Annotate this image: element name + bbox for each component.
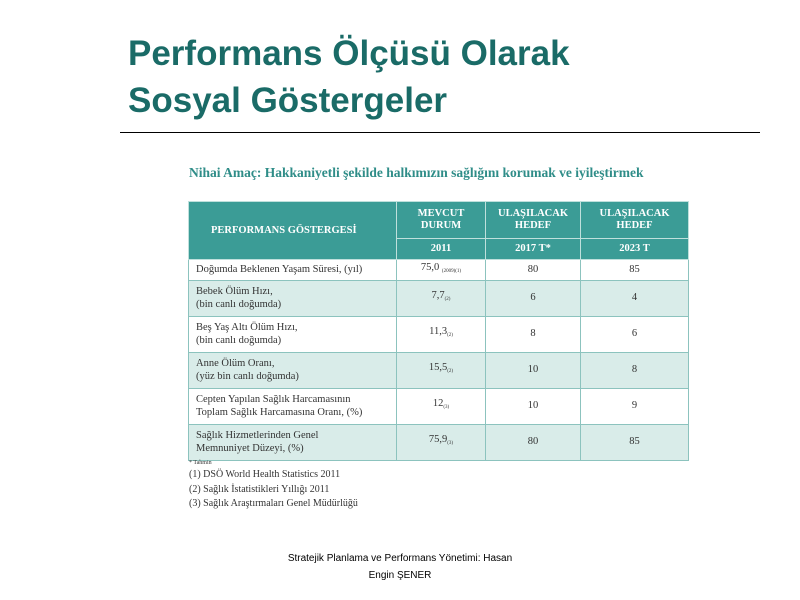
current-value-cell	[397, 317, 486, 353]
indicator-line: Sağlık Hizmetlerinden Genel	[196, 430, 319, 441]
current-value: 7,7	[431, 290, 445, 302]
indicator-line: Toplam Sağlık Harcamasına Oranı, (%)	[196, 406, 363, 418]
source-ref: (3)	[447, 441, 454, 447]
header-year-2023: 2023 T	[581, 239, 689, 260]
footnote-estimate: * Tahmin	[189, 460, 212, 466]
indicator-line: Cepten Yapılan Sağlık Harcamasının	[196, 394, 351, 405]
current-value-cell	[397, 353, 486, 389]
target-2023-cell: 85	[581, 425, 689, 461]
slide-title	[128, 30, 748, 124]
target-2017-cell: 10	[486, 353, 581, 389]
source-ref: (2)	[447, 333, 453, 339]
table-header-row	[189, 202, 689, 239]
indicator-line: Memnuniyet Düzeyi, (%)	[196, 442, 304, 454]
target-2017-cell: 6	[486, 281, 581, 317]
slide-title-line1: Performans Ölçüsü Olarak	[128, 34, 570, 73]
current-value-cell	[397, 260, 486, 281]
indicator-line: Anne Ölüm Oranı,	[196, 358, 275, 369]
current-value: 75,9	[428, 434, 448, 446]
header-year-2011: 2011	[397, 239, 486, 260]
current-value: 15,5	[428, 362, 448, 374]
target-2017-cell: 80	[486, 425, 581, 461]
indicator-line: (bin canlı doğumda)	[196, 298, 282, 310]
current-value-cell	[397, 281, 486, 317]
indicator-cell	[189, 281, 397, 317]
performance-table	[188, 201, 689, 461]
current-value-cell	[397, 425, 486, 461]
table-row	[189, 389, 689, 425]
goal-statement: Nihai Amaç: Hakkaniyetli şekilde halkımızın sağlığını korumak ve iyileştirmek	[189, 165, 644, 180]
indicator-cell	[189, 260, 397, 281]
current-value: 11,3	[429, 326, 448, 338]
source-ref: (3)	[443, 405, 450, 411]
header-indicator: PERFORMANS GÖSTERGESİ	[189, 202, 397, 260]
source-ref: (2)	[444, 297, 451, 303]
table-row	[189, 317, 689, 353]
current-value: 12	[432, 398, 444, 410]
indicator-line: (bin canlı doğumda)	[196, 334, 282, 346]
indicator-line: (yüz bin canlı doğumda)	[196, 370, 299, 382]
source-ref: (1)	[455, 268, 462, 274]
target-2023-cell: 8	[581, 353, 689, 389]
footnote-source-2: (2) Sağlık İstatistikleri Yıllığı 2011	[189, 483, 330, 495]
indicator-cell	[189, 317, 397, 353]
target-2017-cell: 8	[486, 317, 581, 353]
indicator-line: Bebek Ölüm Hızı,	[196, 286, 273, 297]
title-divider	[120, 132, 760, 133]
footnote-source-3: (3) Sağlık Araştırmaları Genel Müdürlüğü	[189, 498, 358, 509]
table-footnotes	[189, 459, 358, 512]
target-2023-cell: 4	[581, 281, 689, 317]
source-ref: (2)	[447, 369, 454, 375]
indicator-cell	[189, 353, 397, 389]
footnote-source-1: (1) DSÖ World Health Statistics 2011	[189, 469, 341, 480]
indicator-line: Beş Yaş Altı Ölüm Hızı,	[196, 322, 298, 333]
target-2017-cell: 80	[486, 260, 581, 281]
table-row	[189, 260, 689, 281]
footer-line1: Stratejik Planlama ve Performans Yönetimi: Hasan	[287, 553, 513, 564]
slide-footer	[270, 550, 530, 584]
indicator-cell	[189, 425, 397, 461]
slide-title-line2: Sosyal Göstergeler	[128, 81, 448, 120]
header-current: MEVCUT DURUM	[397, 202, 486, 239]
current-value-cell	[397, 389, 486, 425]
current-value: 75,0	[420, 261, 440, 273]
current-year-note: (2009)	[441, 268, 456, 274]
target-2023-cell: 6	[581, 317, 689, 353]
table-row	[189, 353, 689, 389]
indicator-line: Doğumda Beklenen Yaşam Süresi, (yıl)	[196, 263, 363, 275]
target-2023-cell: 85	[581, 260, 689, 281]
header-target-2023: ULAŞILACAK HEDEF	[581, 202, 689, 239]
table-row	[189, 425, 689, 461]
target-2017-cell: 10	[486, 389, 581, 425]
indicator-cell	[189, 389, 397, 425]
table-row	[189, 281, 689, 317]
header-year-2017: 2017 T*	[486, 239, 581, 260]
header-target-2017: ULAŞILACAK HEDEF	[486, 202, 581, 239]
footer-line2: Engin ŞENER	[368, 570, 432, 581]
target-2023-cell: 9	[581, 389, 689, 425]
